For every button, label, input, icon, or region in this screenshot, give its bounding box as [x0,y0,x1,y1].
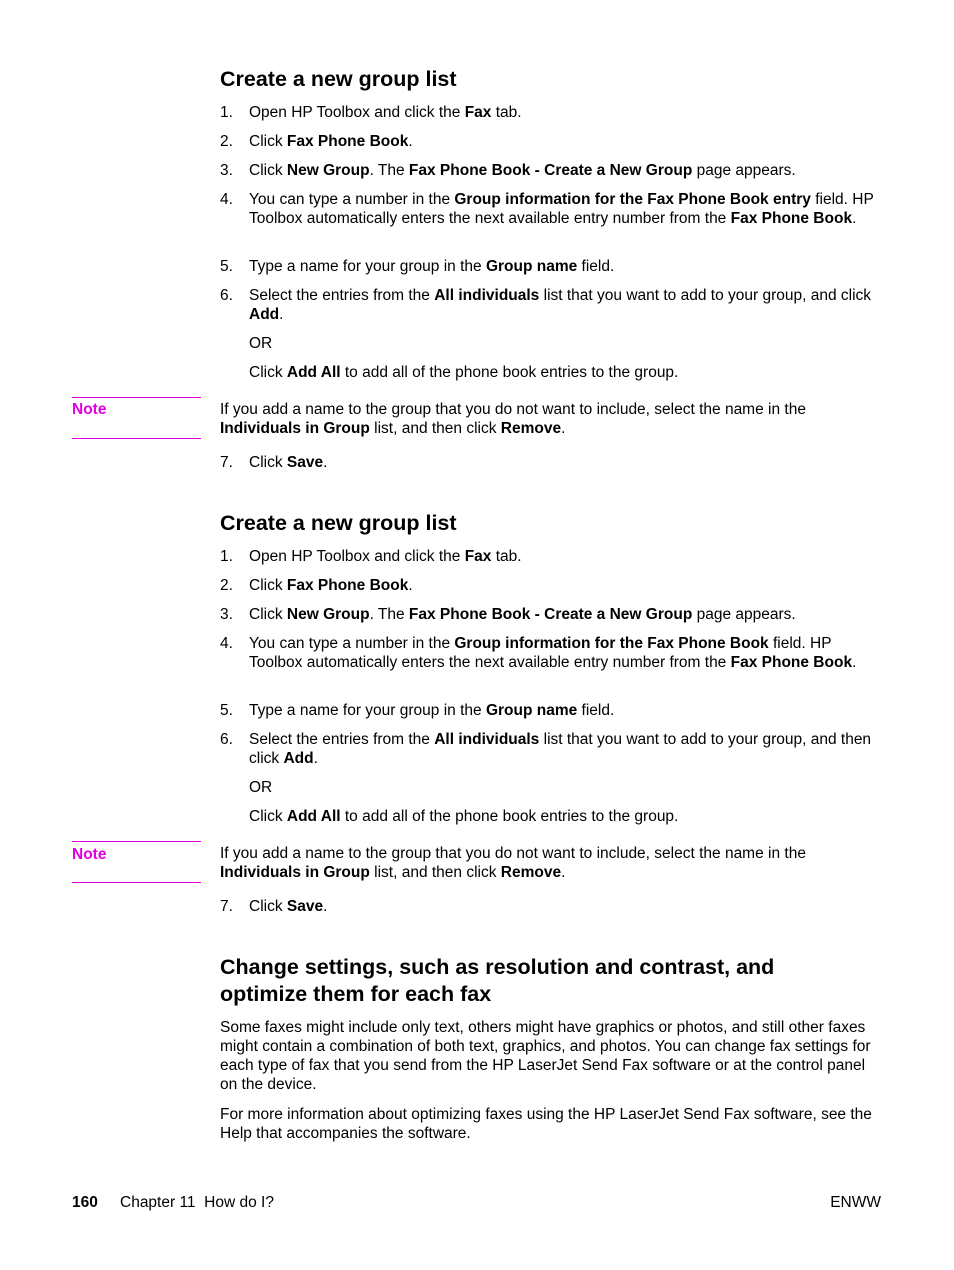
body-paragraph: For more information about optimizing faxes using the HP LaserJet Send Fax software, see the Help that accompanies the software. [220,1106,872,1142]
note-bottom-rule [72,438,201,439]
section-heading: Change settings, such as resolution and contrast, and optimize them for each fax [220,955,775,1006]
add-all-text: Click Add All to add all of the phone book entries to the group. [249,364,679,381]
footer-chapter: Chapter 11 How do I? [120,1194,274,1211]
note-label: Note [72,401,107,418]
footer-right: ENWW [830,1194,881,1211]
note-text: If you add a name to the group that you do not want to include, select the name in the Individuals in Group list, and then click Remove. [220,401,806,437]
or-text: OR [249,779,273,796]
body-paragraph: Some faxes might include only text, others might have graphics or photos, and still other faxes might contain a combination of both text, graphics, and photos. You can change fax settings for each type of fax that you send from the HP LaserJet Send Fax software or at the control panel on the device. [220,1019,871,1093]
note-label: Note [72,846,107,863]
note-top-rule [72,841,201,842]
note-bottom-rule [72,882,201,883]
section-heading: Create a new group list [220,511,457,535]
section-heading: Create a new group list [220,67,457,91]
note-text: If you add a name to the group that you do not want to include, select the name in the Individuals in Group list, and then click Remove. [220,845,806,881]
or-text: OR [249,335,273,352]
note-top-rule [72,397,201,398]
page-number: 160 [72,1194,98,1211]
add-all-text: Click Add All to add all of the phone book entries to the group. [249,808,679,825]
